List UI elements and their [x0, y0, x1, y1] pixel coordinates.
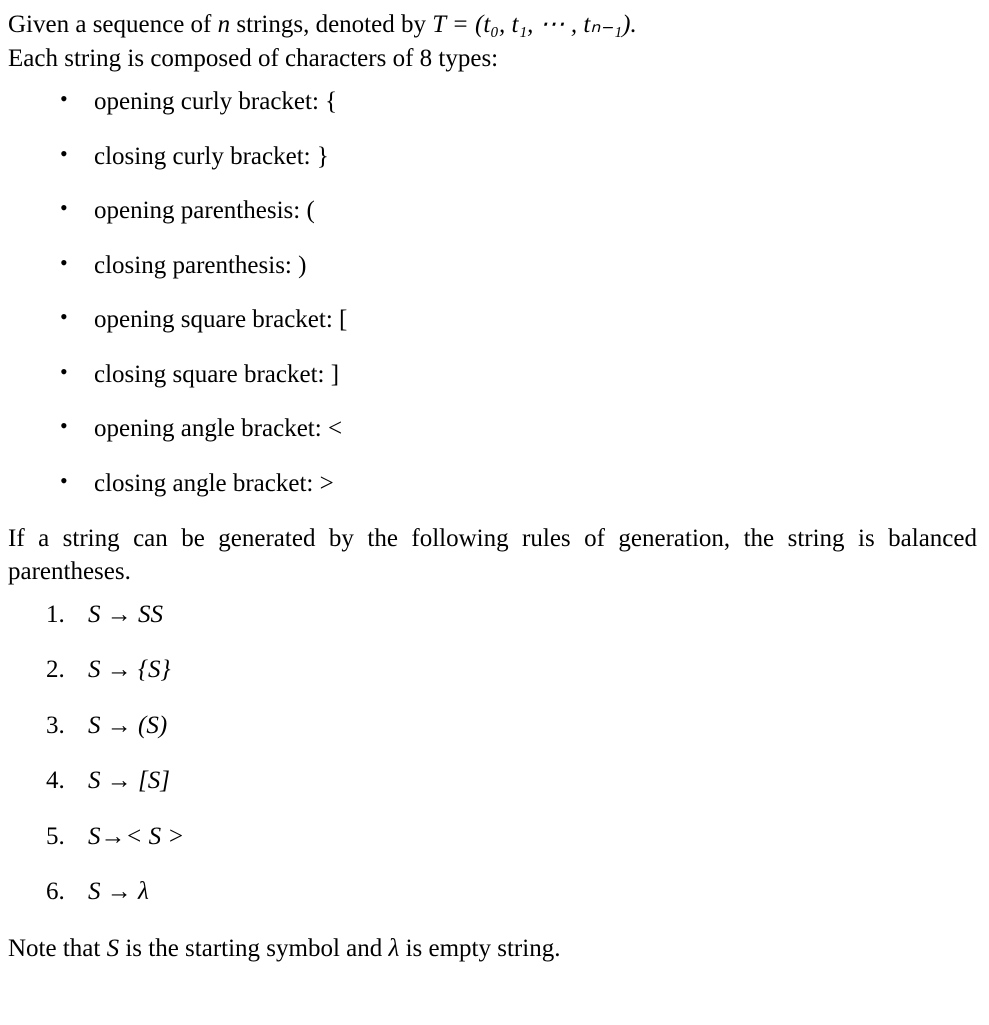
bullet-label: opening angle bracket:	[94, 415, 322, 442]
list-item	[8, 765, 977, 798]
list-item	[8, 141, 977, 174]
intro-sequence-notation: T = (t₀, t₁, ⋯ , tₙ₋₁).	[432, 11, 637, 38]
bullet-symbol: <	[327, 415, 343, 442]
note-text-1: Note that	[8, 934, 107, 962]
bullet-label: closing square bracket:	[94, 360, 325, 388]
rule-lhs: S	[88, 878, 101, 905]
intro-text-2: strings, denoted by	[230, 11, 433, 38]
rule-arrow: →	[106, 711, 132, 739]
bullet-symbol: }	[316, 142, 329, 170]
bullet-symbol: [	[339, 306, 348, 333]
note-text-3: is empty string.	[399, 934, 561, 962]
bullet-symbol: (	[306, 197, 315, 224]
bullet-symbol: )	[298, 251, 307, 279]
closing-note	[8, 932, 977, 965]
rule-lhs: S	[88, 600, 101, 628]
character-types-list	[8, 86, 977, 500]
intro-variable-n: n	[217, 11, 231, 38]
rule-arrow: →	[100, 822, 126, 850]
rule-arrow: →	[106, 600, 132, 628]
rule-lhs: S	[88, 822, 101, 850]
rule-rhs: < S >	[125, 822, 185, 850]
rule-lhs: S	[88, 656, 101, 683]
rule-lhs: S	[88, 767, 101, 794]
rule-rhs: {S}	[138, 656, 171, 683]
bullet-label: closing parenthesis:	[94, 251, 292, 279]
list-item	[8, 86, 977, 119]
list-item	[8, 876, 977, 909]
intro-line-1	[8, 8, 977, 42]
list-item	[8, 195, 977, 228]
list-item	[8, 821, 977, 854]
bullet-label: opening parenthesis:	[94, 197, 301, 224]
rule-arrow: →	[106, 767, 132, 794]
rule-arrow: →	[106, 878, 132, 905]
rule-lhs: S	[88, 711, 101, 739]
list-item	[8, 599, 977, 632]
bullet-label: closing curly bracket:	[94, 142, 311, 170]
bullet-label: opening square bracket:	[94, 306, 333, 333]
intro-text-1: Given a sequence of	[8, 11, 218, 38]
list-item	[8, 710, 977, 743]
list-item	[8, 413, 977, 446]
rule-rhs: SS	[138, 600, 163, 628]
rule-rhs: [S]	[138, 767, 170, 794]
bullet-symbol: {	[325, 88, 338, 115]
generation-rules-list	[8, 599, 977, 909]
note-symbol-lambda: λ	[388, 934, 400, 962]
rule-rhs: (S)	[138, 711, 168, 739]
bullet-symbol: ]	[330, 360, 340, 388]
note-symbol-s: S	[106, 934, 120, 962]
note-text-2: is the starting symbol and	[119, 934, 389, 962]
list-item	[8, 304, 977, 337]
balanced-paragraph: If a string can be generated by the following rules of generation, the string is balanced parentheses.	[8, 525, 977, 586]
rule-rhs: λ	[138, 878, 149, 905]
bullet-label: closing angle bracket:	[94, 469, 314, 497]
list-item	[8, 654, 977, 687]
list-item	[8, 250, 977, 283]
rule-arrow: →	[106, 656, 132, 683]
bullet-symbol: >	[319, 469, 334, 497]
intro-line-2: Each string is composed of characters of 8 types:	[8, 45, 499, 72]
list-item	[8, 359, 977, 392]
bullet-label: opening curly bracket:	[94, 88, 319, 115]
list-item	[8, 468, 977, 501]
